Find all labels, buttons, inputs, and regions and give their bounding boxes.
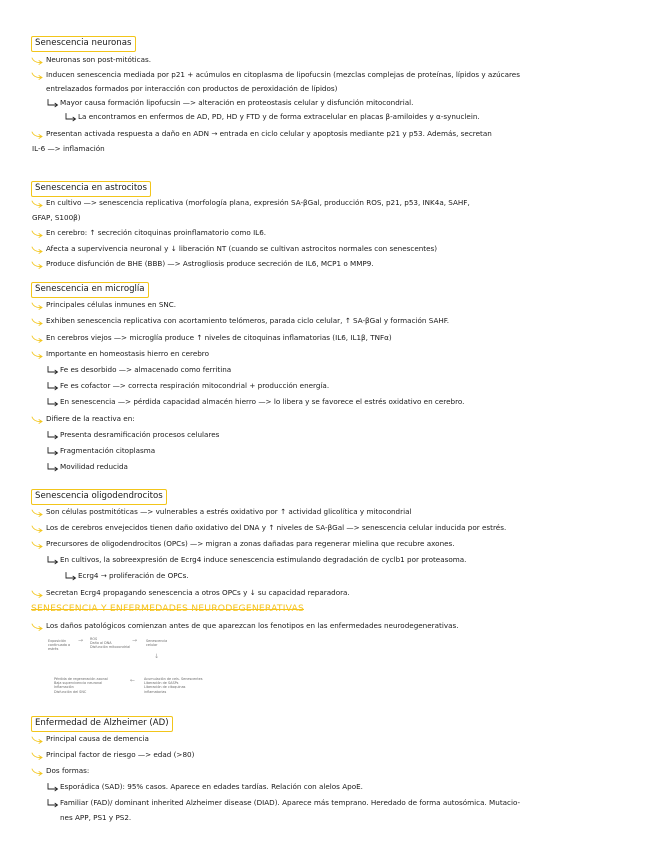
note-line: nes APP, PS1 y PS2. [60,813,132,822]
sub-bullet-arrow-icon [64,572,76,580]
note-line: Fe es desorbido —> almacenado como ferritina [60,365,232,374]
note-line: En cultivo —> senescencia replicativa (morfología plana, expresión SA-βGal, producción ROS, p21, p53, INK4a, SAHF, [46,198,470,207]
diagram-box-box1: Exposición continuada a estrés [48,639,71,652]
note-line: Dos formas: [46,766,90,775]
note-line: Familiar (FAD)/ dominant inherited Alzheimer disease (DIAD). Aparece más temprano. Heredado de forma autosómica. Mutacio- [60,798,521,807]
bullet-arrow-icon [31,524,43,532]
bullet-arrow-icon [31,71,43,79]
bullet-arrow-icon [31,735,43,743]
section-header: Enfermedad de Alzheimer (AD) [31,716,173,732]
note-line: Difiere de la reactiva en: [46,414,135,423]
note-line: Fe es cofactor —> correcta respiración mitocondrial + producción energía. [60,381,330,390]
bullet-arrow-icon [31,350,43,358]
note-line: Produce disfunción de BHE (BBB) —> Astrogliosis produce secreción de IL6, MCP1 o MMP9. [46,259,374,268]
main-heading: SENESCENCIA Y ENFERMEDADES NEURODEGENERATIVAS [31,603,305,614]
section-header: Senescencia en microglía [31,282,149,298]
note-line: En cultivos, la sobreexpresión de Ecrg4 induce senescencia estimulando degradación de cyclb1 por proteasoma. [60,555,467,564]
sub-bullet-arrow-icon [46,99,58,107]
note-line: Importante en homeostasis hierro en cerebro [46,349,210,358]
flow-diagram [48,637,238,697]
note-line: Fragmentación citoplasma [60,446,156,455]
sub-bullet-arrow-icon [46,556,58,564]
sub-bullet-arrow-icon [46,463,58,471]
note-line: Secretan Ecrg4 propagando senescencia a otros OPCs y ↓ su capacidad reparadora. [46,588,350,597]
bullet-arrow-icon [31,199,43,207]
note-line: Presenta desramificación procesos celulares [60,430,220,439]
note-line: Exhiben senescencia replicativa con acortamiento telómeros, parada ciclo celular, ↑ SA-βGal y formación SAHF. [46,316,450,325]
bullet-arrow-icon [31,589,43,597]
note-line: Principal factor de riesgo —> edad (>80) [46,750,195,759]
bullet-arrow-icon [31,245,43,253]
bullet-arrow-icon [31,260,43,268]
note-line: La encontramos en enfermos de AD, PD, HD y FTD y de forma extracelular en placas β-amiloides y α-synuclein. [78,112,480,121]
diagram-arrow-icon: ← [130,677,136,684]
diagram-arrow-icon: → [78,637,84,644]
note-line: Principales células inmunes en SNC. [46,300,177,309]
sub-bullet-arrow-icon [46,431,58,439]
diagram-arrow-icon: ↓ [154,653,160,660]
diagram-box-box4: Acumulación de cels. Senescentes Liberación de SASPs Liberación de citoquinas inflamatorias [144,677,203,694]
bullet-arrow-icon [31,301,43,309]
sub-bullet-arrow-icon [46,366,58,374]
note-line: En cerebro: ↑ secreción citoquinas proinflamatorio como IL6. [46,228,267,237]
bullet-arrow-icon [31,334,43,342]
note-line: Inducen senescencia mediada por p21 + acúmulos en citoplasma de lipofucsin (mezclas complejas de proteínas, lípidos y azúcares [46,70,520,79]
note-line: Ecrg4 → proliferación de OPCs. [78,571,189,580]
note-line: Son células postmitóticas —> vulnerables a estrés oxidativo por ↑ actividad glicolítica y mitocondrial [46,507,412,516]
sub-bullet-arrow-icon [46,799,58,807]
note-line: Precursores de oligodendrocitos (OPCs) —> migran a zonas dañadas para regenerar mielina que recubre axones. [46,539,455,548]
note-line: IL-6 —> inflamación [32,144,105,153]
note-line: Mayor causa formación lipofucsin —> alteración en proteostasis celular y disfunción mitocondrial. [60,98,414,107]
sub-bullet-arrow-icon [46,382,58,390]
bullet-arrow-icon [31,508,43,516]
bullet-arrow-icon [31,767,43,775]
bullet-arrow-icon [31,751,43,759]
sub-bullet-arrow-icon [64,113,76,121]
bullet-arrow-icon [31,130,43,138]
note-line: Movilidad reducida [60,462,128,471]
note-line: Afecta a supervivencia neuronal y ↓ liberación NT (cuando se cultivan astrocitos normales con senescentes) [46,244,438,253]
bullet-arrow-icon [31,622,43,630]
diagram-box-box5: Pérdida de regeneración axonal Baja supervivencia neuronal Inflamación Disfunción del SNC [54,677,108,694]
note-line: En senescencia —> pérdida capacidad almacén hierro —> lo libera y se favorece el estrés oxidativo en cerebro. [60,397,465,406]
bullet-arrow-icon [31,317,43,325]
note-line: Principal causa de demencia [46,734,149,743]
section-header: Senescencia oligodendrocitos [31,489,167,505]
note-line: En cerebros viejos —> microglía produce ↑ niveles de citoquinas inflamatorias (IL6, IL1β, TNFα) [46,333,392,342]
section-header: Senescencia neuronas [31,36,136,52]
bullet-arrow-icon [31,229,43,237]
note-line: Esporádica (SAD): 95% casos. Aparece en edades tardías. Relación con alelos ApoE. [60,782,363,791]
section-header: Senescencia en astrocitos [31,181,151,197]
note-line: Neuronas son post-mitóticas. [46,55,152,64]
note-line: entrelazados formados por interacción con productos de peroxidación de lípidos) [46,84,338,93]
diagram-box-box2: ROS Daño al DNA Disfunción mitocondrial [90,637,131,650]
note-line: Presentan activada respuesta a daño en ADN → entrada en ciclo celular y apoptosis mediante p21 y p53. Además, secretan [46,129,492,138]
diagram-box-box3: Senescencia celular [146,639,168,648]
note-line: GFAP, S100β) [32,213,81,222]
sub-bullet-arrow-icon [46,783,58,791]
diagram-arrow-icon: → [132,637,138,644]
note-line: Los daños patológicos comienzan antes de que aparezcan los fenotipos en las enfermedades neurodegenerativas. [46,621,459,630]
bullet-arrow-icon [31,540,43,548]
bullet-arrow-icon [31,415,43,423]
bullet-arrow-icon [31,56,43,64]
sub-bullet-arrow-icon [46,398,58,406]
note-line: Los de cerebros envejecidos tienen daño oxidativo del DNA y ↑ niveles de SA-βGal —> senescencia celular inducida por estrés. [46,523,507,532]
sub-bullet-arrow-icon [46,447,58,455]
